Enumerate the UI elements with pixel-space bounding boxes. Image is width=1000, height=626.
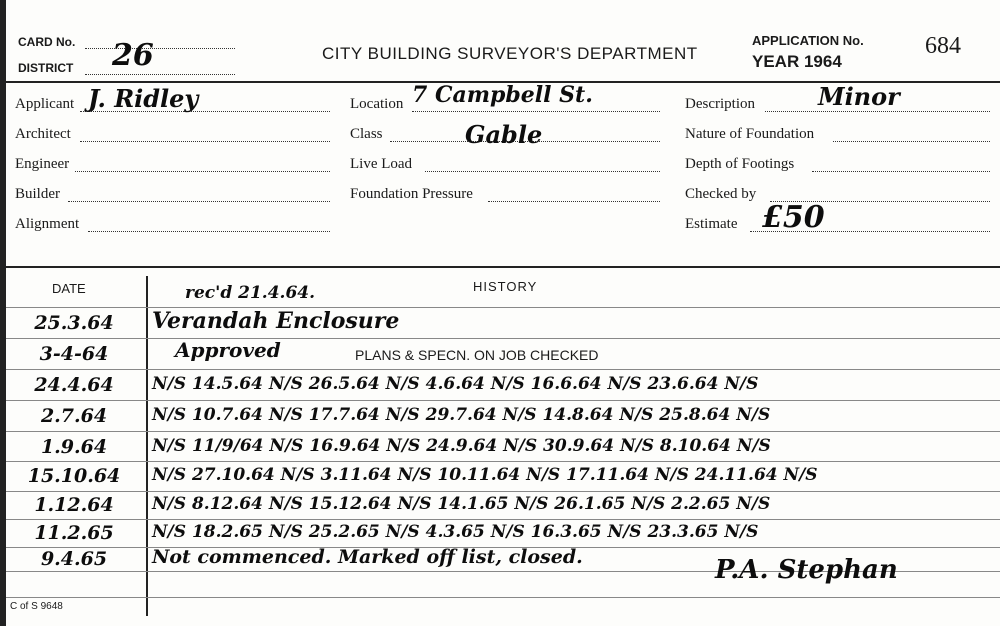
- row-date: 11.2.65: [34, 522, 114, 544]
- class-label: Class: [350, 126, 383, 142]
- row-history: Approved: [175, 338, 281, 362]
- plans-checked-stamp: PLANS & SPECN. ON JOB CHECKED: [355, 347, 599, 363]
- row-rule: [6, 597, 1000, 598]
- card-no-line: [85, 48, 235, 49]
- footer-code: C of S 9648: [10, 601, 63, 612]
- row-rule: [6, 369, 1000, 370]
- row-history: N/S 14.5.64 N/S 26.5.64 N/S 4.6.64 N/S 16.6.64 N/S 23.6.64 N/S: [152, 374, 759, 394]
- row-history: N/S 11/9/64 N/S 16.9.64 N/S 24.9.64 N/S 30.9.64 N/S 8.10.64 N/S: [152, 436, 771, 456]
- engineer-label: Engineer: [15, 156, 70, 172]
- year-label: YEAR 1964: [752, 52, 842, 71]
- received-note: rec'd 21.4.64.: [185, 283, 316, 303]
- card-no-label: CARD No.: [18, 35, 76, 49]
- location-value: 7 Campbell St.: [412, 82, 593, 108]
- row-history: N/S 18.2.65 N/S 25.2.65 N/S 4.3.65 N/S 16.3.65 N/S 23.3.65 N/S: [152, 522, 759, 542]
- location-label: Location: [350, 96, 404, 112]
- builder-label: Builder: [15, 186, 60, 202]
- surveyor-signature: P.A. Stephan: [715, 555, 898, 585]
- live-load-line: [425, 171, 660, 172]
- row-history: N/S 27.10.64 N/S 3.11.64 N/S 10.11.64 N/S 17.11.64 N/S 24.11.64 N/S: [152, 465, 818, 485]
- row-date: 25.3.64: [34, 312, 114, 334]
- nature-of-foundation-label: Nature of Foundation: [685, 126, 815, 142]
- row-rule: [6, 431, 1000, 432]
- estimate-label: Estimate: [685, 216, 738, 232]
- foundation-pressure-label: Foundation Pressure: [350, 186, 473, 202]
- card-edge: [0, 0, 6, 626]
- row-date: 9.4.65: [40, 548, 108, 570]
- row-rule: [6, 400, 1000, 401]
- depth-of-footings-line: [812, 171, 990, 172]
- nature-of-foundation-line: [833, 141, 990, 142]
- foundation-pressure-line: [488, 201, 660, 202]
- row-date: 3-4-64: [39, 343, 109, 365]
- row-rule: [6, 491, 1000, 492]
- live-load-label: Live Load: [350, 156, 413, 172]
- date-header: DATE: [52, 281, 86, 296]
- row-history: Not commenced. Marked off list, closed.: [152, 546, 583, 568]
- description-label: Description: [685, 96, 755, 112]
- applicant-label: Applicant: [15, 96, 75, 112]
- builder-line: [68, 201, 330, 202]
- architect-line: [80, 141, 330, 142]
- applicant-value: J. Ridley: [88, 84, 199, 113]
- history-header: HISTORY: [473, 279, 538, 294]
- row-date: 2.7.64: [40, 405, 108, 427]
- description-line: [765, 111, 990, 112]
- location-line: [412, 111, 660, 112]
- checked-by-label: Checked by: [685, 186, 757, 202]
- row-history: N/S 8.12.64 N/S 15.12.64 N/S 14.1.65 N/S 26.1.65 N/S 2.2.65 N/S: [152, 494, 771, 514]
- row-history: Verandah Enclosure: [152, 308, 400, 334]
- row-history: N/S 10.7.64 N/S 17.7.64 N/S 29.7.64 N/S 14.8.64 N/S 25.8.64 N/S: [152, 405, 771, 425]
- row-date: 1.12.64: [34, 494, 114, 516]
- architect-label: Architect: [15, 126, 71, 142]
- alignment-line: [88, 231, 330, 232]
- row-date: 24.4.64: [34, 374, 114, 396]
- row-date: 1.9.64: [40, 436, 108, 458]
- date-column-divider: [146, 276, 148, 616]
- row-rule: [6, 461, 1000, 462]
- application-label: APPLICATION No.: [752, 33, 864, 48]
- alignment-label: Alignment: [15, 216, 80, 232]
- district-line: [85, 74, 235, 75]
- district-value: 26: [112, 38, 154, 73]
- depth-of-footings-label: Depth of Footings: [685, 156, 795, 172]
- row-date: 15.10.64: [27, 465, 121, 487]
- engineer-line: [75, 171, 330, 172]
- estimate-value: £50: [762, 200, 825, 235]
- department-title: CITY BUILDING SURVEYOR'S DEPARTMENT: [322, 44, 698, 63]
- row-rule: [6, 519, 1000, 520]
- row-rule: [6, 338, 1000, 339]
- district-label: DISTRICT: [18, 61, 74, 75]
- application-number: 684: [925, 33, 961, 59]
- description-value: Minor: [818, 82, 900, 111]
- class-value: Gable: [465, 120, 543, 149]
- table-top-rule: [6, 266, 1000, 268]
